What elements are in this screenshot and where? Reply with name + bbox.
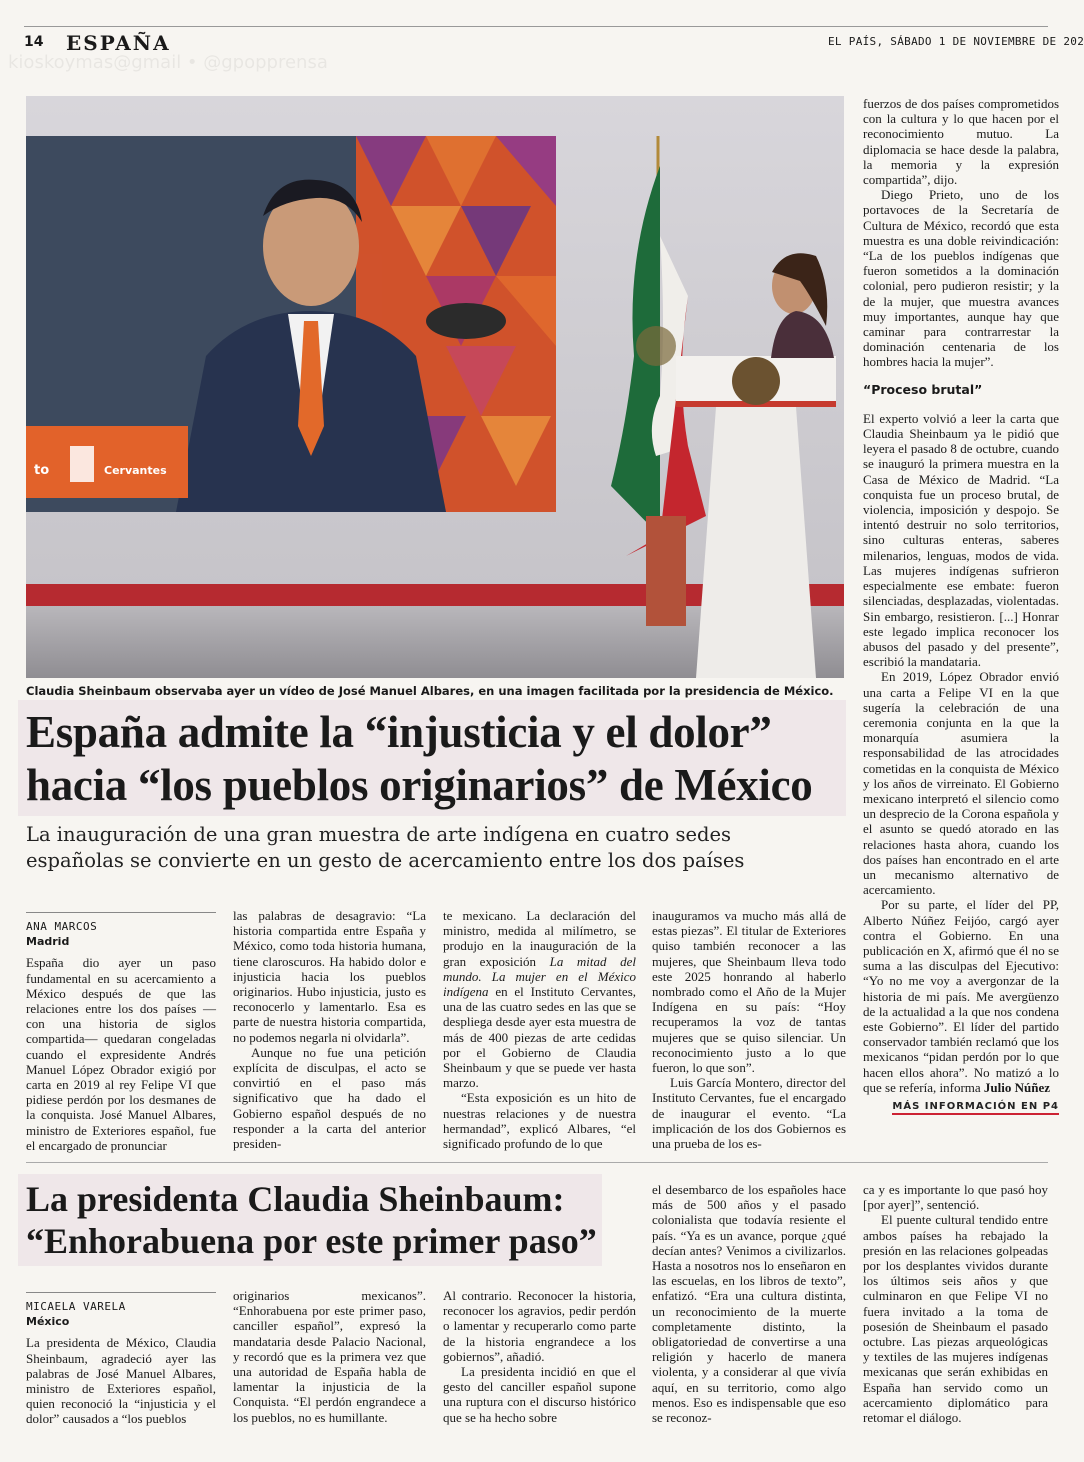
byline: MICAELA VARELA bbox=[26, 1300, 126, 1313]
paragraph: El experto volvió a leer la carta que Claudia Sheinbaum ya le pidió que leyera el pasado 8 de octubre, cuando se inauguró la primera muestra en la Casa de México de Madrid. “La conquista fue un proceso brutal, de violencia, imposición y despojo. Se intentó destruir no solo territorios, sino culturas enteras, saberes milenarios, lenguas, modos de vida. Las mujeres indígenas sufrieron especialmente ese embate: fueron silenciadas, desplazadas, violentadas. Sin embargo, resistieron. [...] Honrar este legado implica reconocer los abusos del pasado y del presente”, escribió la mandataria. bbox=[863, 410, 1059, 670]
article1-column-4 bbox=[652, 908, 846, 1151]
more-info-link[interactable]: MÁS INFORMACIÓN EN P4 bbox=[892, 1101, 1059, 1115]
paragraph: las palabras de desagravio: “La historia compartida entre España y México, como toda historia humana, tiene claroscuros. Ha habido dolor e injusticia hacia los pueblos originarios. Hubo injusticia, justo es reconocerlo y lamentarlo. Esa es parte de nuestra historia compartida, no podemos negarla ni olvidarla”. bbox=[233, 908, 426, 1045]
article1-column-1 bbox=[26, 912, 216, 1153]
more-info-wrapper bbox=[863, 1097, 1059, 1114]
headline-line: La presidenta Claudia Sheinbaum: bbox=[26, 1179, 565, 1219]
paragraph bbox=[863, 897, 1059, 1095]
top-rule bbox=[24, 26, 1048, 27]
byline: ANA MARCOS bbox=[26, 920, 98, 933]
paragraph: Diego Prieto, uno de los portavoces de la Secretaría de Cultura de México, recordó que esta muestra es una doble reivindicación: “La de los pueblos indígenas que fueron sometidos a la dominación colonial, pero pudieron resistir; y la de la mujer, que muestra avances muy importantes, aunque hay que caminar para contrarrestar la dominación centenaria de los hombres hacia la mujer”. bbox=[863, 187, 1059, 370]
article2-column-3 bbox=[443, 1288, 636, 1425]
article2-column-1 bbox=[26, 1292, 216, 1427]
paragraph bbox=[443, 908, 636, 1090]
secondary-headline bbox=[26, 1178, 606, 1262]
paragraph: La presidenta de México, Claudia Sheinbaum, agradeció ayer las palabras de José Manuel Albares, ministro de Exteriores español, quien reconoció la “injusticia y el dolor” causados a “los pueblos bbox=[26, 1335, 216, 1427]
headline-line: España admite la “injusticia y el dolor” bbox=[26, 707, 772, 757]
dateline-place: Madrid bbox=[26, 935, 70, 949]
deck-line: españolas se convierte en un gesto de acercamiento entre los dos países bbox=[26, 849, 745, 872]
paragraph: el desembarco de los españoles hace más de 500 años y el pasado colonialista que todavía resiente el país. “Ya es un avance, porque ¿qué decían antes? Venimos a civilizarlos. Hasta a nosotros nos lo enseñaron en las escuelas, en los libros de texto”, enfatizó. “Era una cultura distinta, un reconocimiento de la muerte completamente distinto, la obligatoriedad de convertirse a una religión y hacerlo de manera violenta, y a considerar al que vivía aquí, en su territorio, como algo menos. Eso es indispensable que eso se reconoz- bbox=[652, 1182, 846, 1426]
article2-column-5 bbox=[863, 1182, 1048, 1425]
article1-column-5-top bbox=[863, 96, 1059, 1114]
section-title: ESPAÑA bbox=[66, 31, 171, 55]
article2-column-4 bbox=[652, 1182, 846, 1425]
byline-rule bbox=[26, 912, 216, 913]
paragraph: La presidenta incidió en que el gesto del canciller español supone una ruptura con el discurso histórico que se ha hecho sobre bbox=[443, 1364, 636, 1425]
paragraph: Al contrario. Reconocer la historia, reconocer los agravios, pedir perdón o lamentar y recuperarlo como parte de la historia engrandece a los gobiernos”, añadió. bbox=[443, 1288, 636, 1364]
section-subhead: “Proceso brutal” bbox=[863, 381, 983, 397]
paragraph: Luis García Montero, director del Instituto Cervantes, fue el encargado de inaugurar el evento. “La implicación de los dos Gobiernos es una prueba de los es- bbox=[652, 1075, 846, 1152]
deck-line: La inauguración de una gran muestra de arte indígena en cuatro sedes bbox=[26, 823, 732, 846]
paragraph: inauguramos va mucho más allá de estas piezas”. El titular de Exteriores quiso también reconocer a las mujeres, que Sheinbaum lleva todo este 2025 honrando al haberlo nombrado como el Año de la Mujer Indígena en su país: “Hoy recuperamos la voz de tantas mujeres que se quiso silenciar. Un reconocimiento justo a lo que fueron, lo que son”. bbox=[652, 908, 846, 1076]
paragraph: España dio ayer un paso fundamental en su acercamiento a México después de que las relaciones entre los dos países —con una historia de siglos compartida— quedaran congeladas cuando el expresidente Andrés Manuel López Obrador exigió por carta en 2019 al rey Felipe VI que pidiese perdón por los desmanes de la conquista. José Manuel Albares, ministro de Exteriores español, fue el encargado de pronunciar bbox=[26, 955, 216, 1153]
main-headline bbox=[26, 706, 846, 812]
svg-text:to: to bbox=[34, 463, 50, 478]
paragraph: fuerzos de dos países comprometidos con la cultura y lo que hacen por el reconocimiento mutuo. La diplomacia se hace desde la palabra, la memoria y la expresión compartida”, dijo. bbox=[863, 96, 1059, 188]
dateline-place: México bbox=[26, 1315, 70, 1329]
subtitle-deck bbox=[26, 822, 846, 874]
photo-caption: Claudia Sheinbaum observaba ayer un vídeo de José Manuel Albares, en una imagen facilitada por la presidencia de México. bbox=[26, 684, 834, 698]
text-span: Por su parte, el líder del PP, Alberto Núñez Feijóo, cargó ayer contra el Gobierno. En una publicación en X, afirmó que él no se suma a las disculpas del Ejecutivo: “Yo no me voy a avergonzar de la historia de mi país. Me avergüenzo de la actualidad a la que nos condena este Gobierno”. El líder del partido conservador también reclamó que los mexicanos “pidan perdón por lo que hacen ellos ahora”. No matizó a lo que se refería, informa bbox=[863, 897, 1059, 1095]
paragraph: El puente cultural tendido entre ambos países ha rebajado la presión en las relaciones golpeadas por los desplantes vividos durante los últimos seis años y que culminaron en que Felipe VI no fuera invitado a la toma de posesión de Sheinbaum el pasado octubre. Las piezas arqueológicas y textiles de las mujeres indígenas mexicanas que serán exhibidas en España han servido como un acercamiento diplomático para retomar el diálogo. bbox=[863, 1212, 1048, 1426]
article2-column-2 bbox=[233, 1288, 426, 1425]
page-number: 14 bbox=[24, 34, 44, 50]
paragraph: Aunque no fue una petición explícita de disculpas, el acto se convirtió en el paso más significativo que ha dado el Gobierno español después de no responder a la carta del anterior presiden- bbox=[233, 1044, 426, 1152]
text-span: te mexicano. La declaración del ministro, medida al milímetro, se produjo en la inauguración de la gran exposición bbox=[443, 908, 636, 969]
svg-text:Cervantes: Cervantes bbox=[104, 464, 167, 477]
text-span: en el Instituto Cervantes, una de las cuatro sedes en las que se despliega desde ayer esta muestra de más de 400 piezas de arte cedidas por el Gobierno de Claudia Sheinbaum y que se puede ver hasta marzo. bbox=[443, 984, 636, 1091]
correspondent-name: Julio Núñez bbox=[983, 1079, 1051, 1095]
headline-line: “Enhorabuena por este primer paso” bbox=[26, 1221, 597, 1261]
main-photo bbox=[26, 96, 844, 678]
paragraph: ca y es importante lo que pasó hoy [por ayer]”, sentenció. bbox=[863, 1182, 1048, 1213]
headline-line: hacia “los pueblos originarios” de México bbox=[26, 760, 813, 810]
article1-column-3 bbox=[443, 908, 636, 1151]
video-screen bbox=[26, 136, 556, 512]
section-divider bbox=[26, 1162, 1048, 1163]
article1-column-2 bbox=[233, 908, 426, 1151]
paragraph: “Esta exposición es un hito de nuestras relaciones y de nuestra hermandad”, explicó Albares, “el significado profundo de lo que bbox=[443, 1090, 636, 1152]
paragraph: En 2019, López Obrador envió una carta a Felipe VI en la que sugería la celebración de una ceremonia conjunta en la que la monarquía asumiera la responsabilidad de las atrocidades cometidas en la conquista de México y los años de virreinato. El Gobierno mexicano interpretó el silencio como un desprecio de la Corona española y el asunto se quedó atorado en las relaciones hasta ahora, cuando los dos países han encontrado en el arte un mecanismo alternativo de acercamiento. bbox=[863, 669, 1059, 898]
watermark: kioskoymas@gmail • @gpopprensa bbox=[8, 52, 328, 73]
photo-illustration bbox=[26, 96, 844, 678]
paragraph: originarios mexicanos”. “Enhorabuena por este primer paso, canciller español”, expresó la mandataria desde Palacio Nacional, y recordó que es la primera vez que una autoridad de España habla de lamentar la injusticia de la Conquista. “El perdón engrandece a los pueblos, no es humillante. bbox=[233, 1288, 426, 1425]
dateline: EL PAÍS, SÁBADO 1 DE NOVIEMBRE DE 202 bbox=[828, 35, 1084, 48]
byline-rule bbox=[26, 1292, 216, 1293]
exhibition-title: La mitad del mundo. La mujer en el México indígena bbox=[443, 953, 636, 1000]
